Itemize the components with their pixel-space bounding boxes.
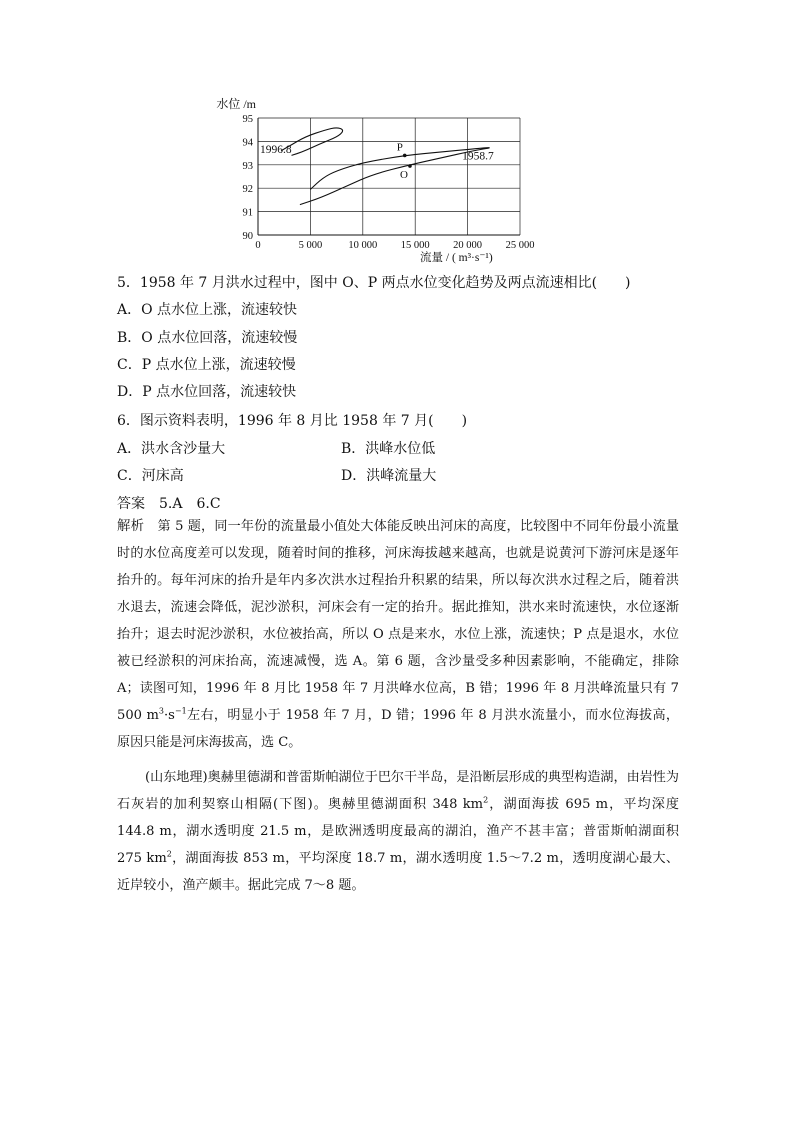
water-level-flow-chart [216, 92, 558, 264]
question-6-stem: 6．图示资料表明，1996 年 8 月比 1958 年 7 月( ) [117, 413, 468, 429]
lake-passage-paragraph [117, 764, 679, 899]
analysis-text-end: 左右，明显小于 1958 年 7 月，D 错；1996 年 8 月洪水流量小，而水位海拔高，原因只能是河床海拔高，选 C。 [117, 708, 679, 750]
y-tick-label: 92 [242, 184, 253, 196]
analysis-unit-text: ·s [164, 708, 175, 723]
y-tick-label: 90 [242, 231, 253, 242]
analysis-text: 第 5 题，同一年份的流量最小值处大体能反映出河床的高度，比较图中不同年份最小流量时的水位高度差可以发现，随着时间的推移，河床海拔越来越高，也就是说黄河下游河床是逐年抬升的。每年河床的抬升是年内多次洪水过程抬升积累的结果，所以每次洪水过程之后，随着洪水退去，流速会降低，泥沙淤积，河床会有一定的抬升。据此推知，洪水来时流速快，水位逐渐抬升；退去时泥沙淤积，水位被抬高，所以 O 点是来水，水位上涨，流速快；P 点是退水，水位被已经淤积的河床抬高，流速减慢，选 A。第 6 题，含沙量受多种因素影响，不能确定，排除 A；读图可知，1996 年 8 月比 1958 年 7 月洪峰水位高，B 错；1996 年 8 月洪峰流量只有 7 500 m [117, 519, 680, 723]
series-label: 1958.7 [462, 150, 494, 163]
y-tick-label: 94 [242, 137, 253, 149]
question-5-option-b: B．O 点水位回落，流速较慢 [117, 330, 298, 346]
question-5-option-a: A．O 点水位上涨，流速较快 [117, 302, 298, 318]
series-curve-1958.7 [300, 148, 489, 205]
point-marker [408, 164, 412, 168]
question-6-option-d: D．洪峰流量大 [341, 468, 437, 484]
point-label: O [399, 168, 408, 181]
chart-grid [258, 118, 520, 235]
x-tick-label: 15 000 [400, 240, 430, 251]
series-label: 1996.8 [260, 143, 292, 156]
unit-superscript: 3 [158, 706, 165, 716]
unit-superscript: −1 [174, 706, 187, 716]
question-5-stem: 5．1958 年 7 月洪水过程中，图中 O、P 两点水位变化趋势及两点流速相比( ) [117, 275, 631, 291]
y-axis-label: 水位 /m [216, 97, 256, 111]
y-tick-label: 93 [242, 160, 253, 172]
question-6-option-b: B．洪峰水位低 [341, 441, 436, 457]
chart-axes [258, 118, 520, 235]
area-superscript: 2 [166, 849, 172, 859]
chart-series [260, 128, 494, 205]
y-tick-label: 95 [242, 114, 253, 125]
question-5-option-d: D．P 点水位回落，流速较快 [117, 384, 297, 400]
x-tick-label: 20 000 [453, 240, 483, 251]
question-6-option-a: A．洪水含沙量大 [117, 441, 226, 457]
x-tick-label: 0 [255, 240, 261, 251]
lake-text: (山东地理)奥赫里德湖和普雷斯帕湖位于巴尔干半岛，是沿断层形成的典型构造湖，由岩性为石灰岩的加利契察山相隔(下图)。奥赫里德湖面积 348 km [117, 770, 679, 812]
chart-points [397, 141, 412, 181]
point-label: P [396, 141, 403, 154]
lake-text: ，湖面海拔 695 m，平均深度 144.8 m，湖水透明度 21.5 m，是欧洲透明度最高的湖泊，渔产不甚丰富；普雷斯帕湖面积 275 km [117, 797, 679, 866]
x-tick-label: 10 000 [348, 240, 378, 251]
x-tick-label: 25 000 [505, 240, 535, 251]
answer-line: 答案 5.A 6.C [117, 496, 221, 512]
lake-text-end: ，湖面海拔 853 m，平均深度 18.7 m，湖水透明度 1.5～7.2 m，透明度湖心最大、近岸较小，渔产颇丰。据此完成 7～8 题。 [117, 851, 679, 893]
y-tick-label: 91 [242, 207, 253, 219]
point-marker [403, 154, 407, 158]
question-6-option-c: C．河床高 [117, 468, 184, 484]
x-axis-label: 流量 / ( m³·s⁻¹) [420, 252, 493, 264]
analysis-label: 解析 [117, 519, 145, 534]
x-tick-label: 5 000 [298, 240, 323, 251]
question-5-option-c: C．P 点水位上涨，流速较慢 [117, 357, 296, 373]
analysis-paragraph [117, 513, 679, 756]
area-superscript: 2 [483, 795, 489, 805]
chart-tick-labels [243, 114, 535, 251]
